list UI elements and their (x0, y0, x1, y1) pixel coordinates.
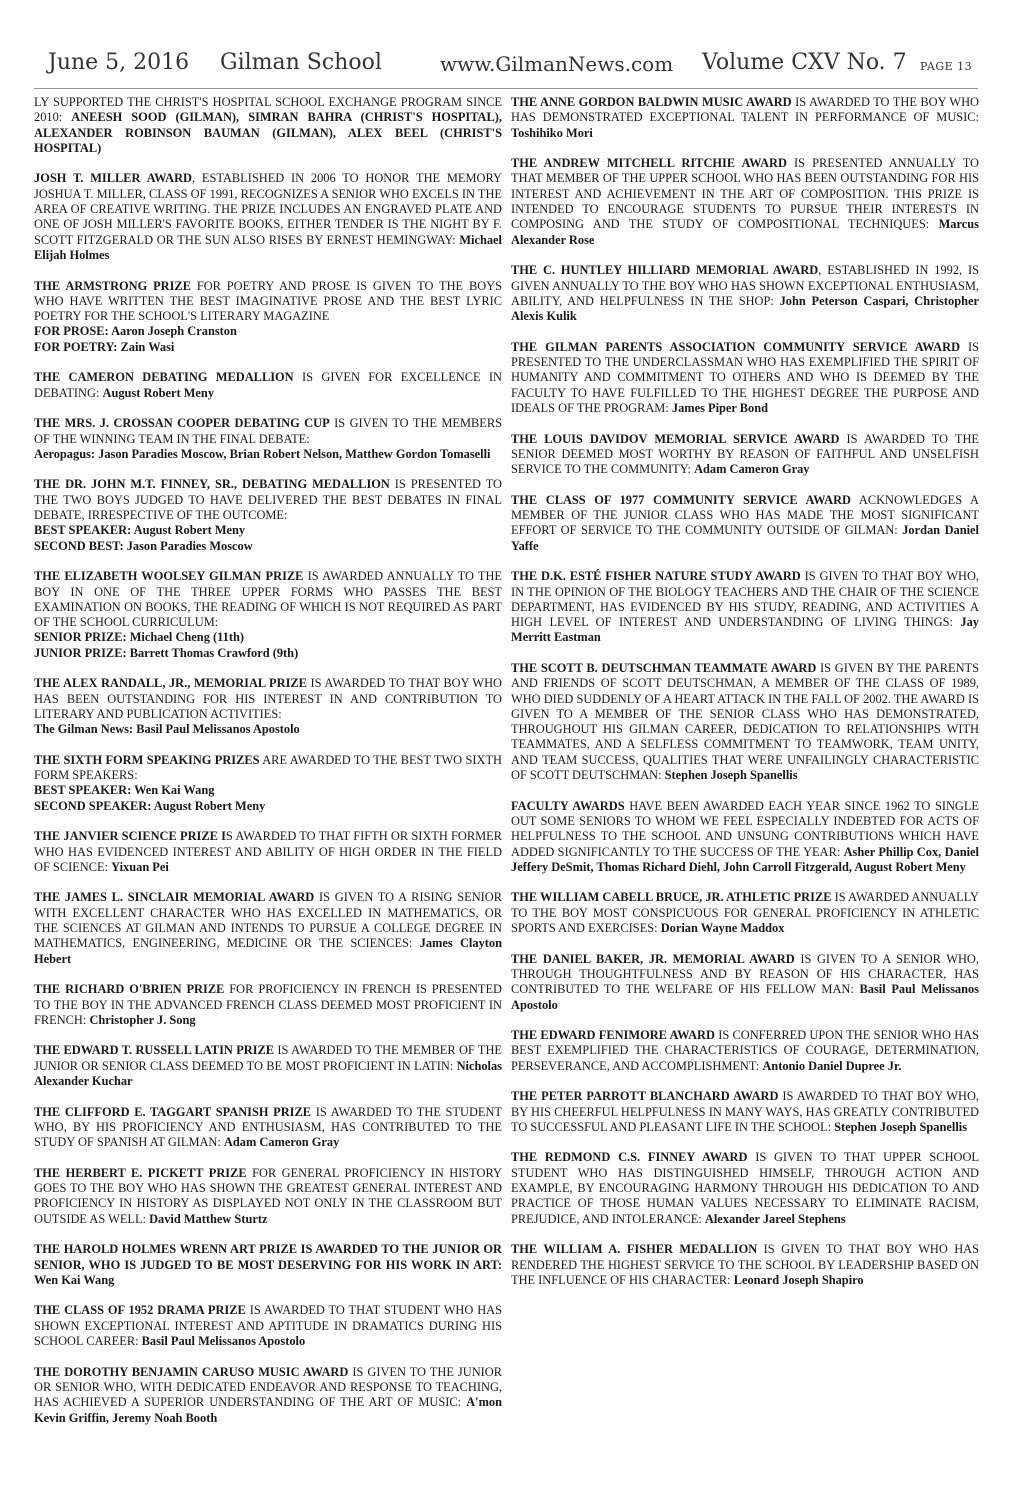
award-entry: LY SUPPORTED THE CHRIST'S HOSPITAL SCHOOL EXCHANGE PROGRAM SINCE 2010: ANEESH SOOD (GILMAN), SIMRAN BAHRA (CHRIST'S HOSPITAL), ALEXANDER ROBINSON BAUMAN (GILMAN), ALEX BEEL (CHRIST'S HOSPITAL) (34, 95, 502, 155)
award-winner: David Matthew Sturtz (149, 1211, 268, 1226)
award-winner: August Robert Meny (102, 385, 215, 400)
award-winner: Adam Cameron Gray (694, 462, 810, 477)
issue-date: June 5, 2016 (48, 50, 190, 75)
award-entry: JOSH T. MILLER AWARD, ESTABLISHED IN 2006 TO HONOR THE MEMORY JOSHUA T. MILLER, CLASS OF 1991, RECOGNIZES A SENIOR WHO EXCELS IN THE AREA OF CREATIVE WRITING. THE PRIZE INCLUDES AN ENGRAVED PLATE AND ONE OF JOSH MILLER'S FAVORITE BOOKS, EITHER TENDER IS THE NIGHT BY F. SCOTT FITZGERALD OR THE SUN ALSO RISES BY ERNEST HEMINGWAY: Michael Elijah Holmes (34, 171, 502, 262)
award-entry: THE PETER PARROTT BLANCHARD AWARD IS AWARDED TO THAT BOY WHO, BY HIS CHEERFUL HELPFULNESS IN MANY WAYS, HAS GREATLY CONTRIBUTED TO SUCCESSFUL AND PLEASANT LIFE IN THE SCHOOL: Stephen Joseph Spanellis (511, 1089, 979, 1134)
award-title: THE DR. JOHN M.T. FINNEY, SR., DEBATING MEDALLION (34, 477, 390, 492)
award-title: THE DANIEL BAKER, JR. MEMORIAL AWARD (511, 951, 795, 966)
award-title: THE SCOTT B. DEUTSCHMAN TEAMMATE AWARD (511, 660, 817, 675)
award-entry: THE SCOTT B. DEUTSCHMAN TEAMMATE AWARD IS GIVEN BY THE PARENTS AND FRIENDS OF SCOTT DEUTSCHMAN, A MEMBER OF THE CLASS OF 1989, WHO DIED SUDDENLY OF A HEART ATTACK IN THE FALL OF 2002. THE AWARD IS GIVEN TO A MEMBER OF THE SENIOR CLASS WHO HAS DEMONSTRATED, THROUGHOUT HIS GILMAN CAREER, DEDICATION TO RELATIONSHIPS WITH TEAMMATES, AND A SELFLESS COMMITMENT TO TEAMWORK, TEAM UNITY, AND TEAM SUCCESS, QUALITIES THAT WERE UNFAILINGLY CHARACTERISTIC OF SCOTT DEUTSCHMAN: Stephen Joseph Spanellis (511, 660, 979, 783)
award-title: THE REDMOND C.S. FINNEY AWARD (511, 1150, 748, 1165)
award-winner: Jordan Daniel Yaffe (511, 523, 979, 553)
award-title: THE MRS. J. CROSSAN COOPER DEBATING CUP (34, 416, 330, 431)
award-winner: Michael Elijah Holmes (34, 232, 502, 262)
award-entry: THE CLIFFORD E. TAGGART SPANISH PRIZE IS AWARDED TO THE STUDENT WHO, BY HIS PROFICIENCY AND ENTHUSIASM, HAS CONTRIBUTED TO THE STUDY OF SPANISH AT GILMAN: Adam Cameron Gray (34, 1104, 502, 1150)
award-title: THE EDWARD T. RUSSELL LATIN PRIZE (34, 1043, 275, 1058)
award-winner: The Gilman News: Basil Paul Melissanos Apostolo (34, 722, 300, 737)
award-winner: Yixuan Pei (111, 859, 169, 874)
award-winner: BEST SPEAKER: August Robert Meny (34, 523, 246, 538)
award-winner: Basil Paul Melissanos Apostolo (511, 982, 979, 1012)
award-title: THE RICHARD O'BRIEN PRIZE (34, 982, 225, 997)
award-entry: THE CAMERON DEBATING MEDALLION IS GIVEN FOR EXCELLENCE IN DEBATING: August Robert Meny (34, 370, 503, 400)
award-title: THE CLASS OF 1952 DRAMA PRIZE (34, 1303, 246, 1318)
award-title: THE CLIFFORD E. TAGGART SPANISH PRIZE (34, 1104, 312, 1119)
award-title: THE ARMSTRONG PRIZE (34, 278, 191, 293)
award-entry: THE SIXTH FORM SPEAKING PRIZES ARE AWARDED TO THE BEST TWO SIXTH FORM SPEAKERS: BEST SPEAKER: Wen Kai Wang SECOND SPEAKER: August Robert Meny (34, 752, 502, 813)
award-winner: James Clayton Hebert (34, 936, 502, 966)
award-title: THE HERBERT E. PICKETT PRIZE (34, 1165, 247, 1180)
award-entry: FACULTY AWARDS HAVE BEEN AWARDED EACH YEAR SINCE 1962 TO SINGLE OUT SOME SENIORS TO WHOM WE FEEL ESPECIALLY INDEBTED FOR ACTS OF HELPFULNESS TO THE SCHOOL AND UNSUNG CONTRIBUTIONS WHICH HAVE ADDED SIGNIFICANTLY TO THE SUCCESS OF THE YEAR: Asher Phillip Cox, Daniel Jeffery DeSmit, Thomas Richard Diehl, John Carroll Fitzgerald, August Robert Meny (511, 798, 979, 874)
award-winner: Alexander Jareel Stephens (704, 1211, 846, 1226)
award-winner: Basil Paul Melissanos Apostolo (141, 1334, 306, 1349)
award-winner: A'mon Kevin Griffin, Jeremy Noah Booth (34, 1395, 502, 1425)
award-title: THE GILMAN PARENTS ASSOCIATION COMMUNITY SERVICE AWARD (511, 339, 961, 354)
page-number: PAGE 13 (920, 60, 973, 73)
award-winner: JUNIOR PRIZE: Barrett Thomas Crawford (9th) (34, 645, 299, 660)
award-winner: ANEESH SOOD (GILMAN), SIMRAN BAHRA (CHRIST'S HOSPITAL), ALEXANDER ROBINSON BAUMAN (GILMAN), ALEX BEEL (CHRIST'S HOSPITAL) (34, 110, 502, 155)
award-title: THE LOUIS DAVIDOV MEMORIAL SERVICE AWARD (511, 431, 840, 446)
award-entry: THE EDWARD T. RUSSELL LATIN PRIZE IS AWARDED TO THE MEMBER OF THE JUNIOR OR SENIOR CLASS DEEMED TO BE MOST PROFICIENT IN LATIN: Nicholas Alexander Kuchar (34, 1043, 502, 1088)
award-winner: Adam Cameron Gray (223, 1135, 340, 1150)
award-title: THE EDWARD FENIMORE AWARD (511, 1028, 715, 1043)
award-entry: THE JANVIER SCIENCE PRIZE IS AWARDED TO THAT FIFTH OR SIXTH FORMER WHO HAS EVIDENCED INTEREST AND ABILITY OF HIGH ORDER IN THE FIELD OF SCIENCE: Yixuan Pei (34, 829, 502, 874)
left-column (34, 95, 502, 1441)
award-winner: James Piper Bond (671, 400, 769, 415)
award-winner: John Peterson Caspari, Christopher Alexis Kulik (511, 293, 979, 324)
award-winner: Stephen Joseph Spanellis (834, 1119, 968, 1134)
award-entry: THE HERBERT E. PICKETT PRIZE FOR GENERAL PROFICIENCY IN HISTORY GOES TO THE BOY WHO HAS SHOWN THE GREATEST GENERAL INTEREST AND PROFICIENCY IN HISTORY AS DISPLAYED NOT ONLY IN THE CLASSROOM BUT OUTSIDE AS WELL: David Matthew Sturtz (34, 1165, 503, 1226)
award-entry: THE DANIEL BAKER, JR. MEMORIAL AWARD IS GIVEN TO A SENIOR WHO, THROUGH THOUGHTFULNESS AND BY REASON OF HIS CHARACTER, HAS CONTRIBUTED TO THE WELFARE OF HIS FELLOW MAN: Basil Paul Melissanos Apostolo (511, 951, 979, 1012)
volume-number: Volume CXV No. 7 (702, 50, 907, 75)
award-entry: THE DR. JOHN M.T. FINNEY, SR., DEBATING MEDALLION IS PRESENTED TO THE TWO BOYS JUDGED TO HAVE DELIVERED THE BEST DEBATES IN FINAL DEBATE, IRRESPECTIVE OF THE OUTCOME: BEST SPEAKER: August Robert Meny SECOND BEST: Jason Paradies Moscow (34, 477, 502, 553)
award-title: THE SIXTH FORM SPEAKING PRIZES (34, 752, 260, 767)
award-title: THE D.K. ESTÉ FISHER NATURE STUDY AWARD (511, 569, 801, 584)
award-title: THE DOROTHY BENJAMIN CARUSO MUSIC AWARD (34, 1364, 349, 1379)
award-title: THE C. HUNTLEY HILLIARD MEMORIAL AWARD (511, 263, 819, 278)
header-rule (34, 88, 978, 89)
right-column (511, 95, 979, 1303)
award-winner: Stephen Joseph Spanellis (664, 768, 798, 783)
award-title: FACULTY AWARDS (511, 798, 625, 813)
award-entry: THE ANNE GORDON BALDWIN MUSIC AWARD IS AWARDED TO THE BOY WHO HAS DEMONSTRATED EXCEPTIONAL TALENT IN PERFORMANCE OF MUSIC: Toshihiko Mori (511, 95, 979, 140)
award-winner: Antonio Daniel Dupree Jr. (762, 1058, 902, 1073)
award-winner: Asher Phillip Cox, Daniel Jeffery DeSmit, Thomas Richard Diehl, John Carroll Fitzgerald, August Robert Meny (511, 844, 979, 874)
award-title: THE CLASS OF 1977 COMMUNITY SERVICE AWARD (511, 492, 851, 507)
website-link[interactable]: www.GilmanNews.com (440, 52, 674, 76)
award-winner: SECOND BEST: Jason Paradies Moscow (34, 538, 253, 553)
award-entry: THE JAMES L. SINCLAIR MEMORIAL AWARD IS GIVEN TO A RISING SENIOR WITH EXCELLENT CHARACTER WHO HAS EXCELLED IN MATHEMATICS, OR THE SCIENCES AT GILMAN AND INTENDS TO PURSUE A COLLEGE DEGREE IN MATHEMATICS, ENGINEERING, MEDICINE OR THE SCIENCES: James Clayton Hebert (34, 890, 502, 966)
award-entry (34, 1242, 502, 1288)
award-entry: THE WILLIAM A. FISHER MEDALLION IS GIVEN TO THAT BOY WHO HAS RENDERED THE HIGHEST SERVICE TO THE SCHOOL BY LEADERSHIP BASED ON THE INFLUENCE OF HIS CHARACTER: Leonard Joseph Shapiro (511, 1242, 980, 1287)
award-winner: SECOND SPEAKER: August Robert Meny (34, 798, 266, 813)
award-winner: Marcus Alexander Rose (511, 217, 979, 247)
award-title: THE PETER PARROTT BLANCHARD AWARD (511, 1089, 779, 1104)
award-title: THE ANDREW MITCHELL RITCHIE AWARD (511, 156, 787, 171)
award-entry: THE RICHARD O'BRIEN PRIZE FOR PROFICIENCY IN FRENCH IS PRESENTED TO THE BOY IN THE ADVANCED FRENCH CLASS DEEMED MOST PROFICIENT IN FRENCH: Christopher J. Song (34, 982, 503, 1027)
award-title: THE WILLIAM A. FISHER MEDALLION (511, 1242, 758, 1257)
award-title: THE HAROLD HOLMES WRENN ART PRIZE IS AWARDED TO THE JUNIOR OR SENIOR, WHO IS JUDGED TO BE MOST DESERVING FOR HIS WORK IN ART: (34, 1242, 502, 1272)
award-entry: THE ANDREW MITCHELL RITCHIE AWARD IS PRESENTED ANNUALLY TO THAT MEMBER OF THE UPPER SCHOOL WHO HAS BEEN OUTSTANDING FOR HIS INTEREST AND ACHIEVEMENT IN THE ART OF COMPOSITION. THIS PRIZE IS INTENDED TO ENCOURAGE STUDENTS TO PURSUE THEIR INTERESTS IN COMPOSING AND THE STUDY OF COMPOSITIONAL TECHNIQUES: Marcus Alexander Rose (511, 156, 980, 247)
award-entry: THE CLASS OF 1977 COMMUNITY SERVICE AWARD ACKNOWLEDGES A MEMBER OF THE JUNIOR CLASS WHO HAS MADE THE MOST SIGNIFICANT EFFORT OF SERVICE TO THE COMMUNITY OUTSIDE OF GILMAN: Jordan Daniel Yaffe (511, 492, 979, 553)
award-winner: BEST SPEAKER: Wen Kai Wang (34, 783, 215, 798)
masthead (34, 50, 978, 90)
award-winner: Dorian Wayne Maddox (660, 921, 785, 936)
award-entry: THE LOUIS DAVIDOV MEMORIAL SERVICE AWARD IS AWARDED TO THE SENIOR DEEMED MOST WORTHY BY REASON OF FAITHFUL AND UNSELFISH SERVICE TO THE COMMUNITY: Adam Cameron Gray (511, 431, 980, 477)
award-entry: THE EDWARD FENIMORE AWARD IS CONFERRED UPON THE SENIOR WHO HAS BEST EXEMPLIFIED THE CHARACTERISTICS OF COURAGE, DETERMINATION, PERSEVERANCE, AND ACCOMPLISHMENT: Antonio Daniel Dupree Jr. (511, 1028, 979, 1073)
award-title: THE ELIZABETH WOOLSEY GILMAN PRIZE (34, 569, 304, 584)
award-entry: THE GILMAN PARENTS ASSOCIATION COMMUNITY SERVICE AWARD IS PRESENTED TO THE UNDERCLASSMAN WHO HAS EXEMPLIFIED THE SPIRIT OF HUMANITY AND COMMITMENT TO OTHERS AND WHO IS DEEMED BY THE FACULTY TO HAVE FULFILLED TO THE HIGHEST DEGREE THE PURPOSE AND IDEALS OF THE PROGRAM: James Piper Bond (511, 339, 979, 415)
award-winner: FOR PROSE: Aaron Joseph Cranston (34, 324, 237, 339)
award-title: THE JAMES L. SINCLAIR MEMORIAL AWARD (34, 890, 315, 905)
award-winner: Toshihiko Mori (511, 125, 593, 140)
award-entry: THE D.K. ESTÉ FISHER NATURE STUDY AWARD IS GIVEN TO THAT BOY WHO, IN THE OPINION OF THE BIOLOGY TEACHERS AND THE CHAIR OF THE SCIENCE DEPARTMENT, HAS EVIDENCED BY HIS STUDY, READING, AND ACTIVITIES A HIGH LEVEL OF INTEREST AND UNDERSTANDING OF LIVING THINGS: Jay Merritt Eastman (511, 569, 980, 645)
award-winner: Jay Merritt Eastman (511, 615, 979, 645)
award-title: THE JANVIER SCIENCE PRIZE I (34, 829, 226, 844)
award-entry: THE REDMOND C.S. FINNEY AWARD IS GIVEN TO THAT UPPER SCHOOL STUDENT WHO HAS DISTINGUISHED HIMSELF, THROUGH ACTION AND EXAMPLE, BY ENCOURAGING HARMONY THROUGH HIS DEDICATION TO AND PRACTICE OF THOSE HUMAN VALUES NECESSARY TO ELIMINATE RACISM, PREJUDICE, AND INTOLERANCE: Alexander Jareel Stephens (511, 1150, 979, 1226)
award-title: THE CAMERON DEBATING MEDALLION (34, 370, 294, 385)
award-entry: THE ALEX RANDALL, JR., MEMORIAL PRIZE IS AWARDED TO THAT BOY WHO HAS BEEN OUTSTANDING FOR HIS INTEREST IN AND CONTRIBUTION TO LITERARY AND PUBLICATION ACTIVITIES: The Gilman News: Basil Paul Melissanos Apostolo (34, 676, 502, 737)
award-entry: THE CLASS OF 1952 DRAMA PRIZE IS AWARDED TO THAT STUDENT WHO HAS SHOWN EXCEPTIONAL INTEREST AND APTITUDE IN DRAMATICS DURING HIS SCHOOL CAREER: Basil Paul Melissanos Apostolo (34, 1303, 503, 1349)
school-name: Gilman School (220, 50, 382, 75)
award-winner: Nicholas Alexander Kuchar (34, 1058, 502, 1088)
award-entry: THE ARMSTRONG PRIZE FOR POETRY AND PROSE IS GIVEN TO THE BOYS WHO HAVE WRITTEN THE BEST IMAGINATIVE PROSE AND THE BEST LYRIC POETRY FOR THE SCHOOL'S LITERARY MAGAZINE FOR PROSE: Aaron Joseph Cranston FOR POETRY: Zain Wasi (34, 278, 502, 354)
award-entry: THE ELIZABETH WOOLSEY GILMAN PRIZE IS AWARDED ANNUALLY TO THE BOY IN ONE OF THE THREE UPPER FORMS WHO PASSES THE BEST EXAMINATION ON BOOKS, THE READING OF WHICH IS NOT REQUIRED AS PART OF THE SCHOOL CURRICULUM: SENIOR PRIZE: Michael Cheng (11th) JUNIOR PRIZE: Barrett Thomas Crawford (9th) (34, 569, 502, 660)
award-entry: THE WILLIAM CABELL BRUCE, JR. ATHLETIC PRIZE IS AWARDED ANNUALLY TO THE BOY MOST CONSPICUOUS FOR GENERAL PROFICIENCY IN ATHLETIC SPORTS AND EXERCISES: Dorian Wayne Maddox (511, 890, 979, 936)
award-winner: SENIOR PRIZE: Michael Cheng (11th) (34, 630, 244, 645)
award-winner: FOR POETRY: Zain Wasi (34, 339, 175, 354)
award-title: THE WILLIAM CABELL BRUCE, JR. ATHLETIC PRIZE (511, 890, 832, 905)
award-entry: THE C. HUNTLEY HILLIARD MEMORIAL AWARD, ESTABLISHED IN 1992, IS GIVEN ANNUALLY TO THE BOY WHO HAS SHOWN EXCEPTIONAL ENTHUSIASM, ABILITY, AND HELPFULNESS IN THE SHOP: John Peterson Caspari, Christopher Alexis Kulik (511, 263, 979, 324)
award-title: THE ALEX RANDALL, JR., MEMORIAL PRIZE (34, 676, 307, 691)
award-title: JOSH T. MILLER AWARD (34, 171, 193, 186)
award-entry: THE DOROTHY BENJAMIN CARUSO MUSIC AWARD IS GIVEN TO THE JUNIOR OR SENIOR WHO, WITH DEDICATED ENDEAVOR AND RESPONSE TO TEACHING, HAS ACHIEVED A SUPERIOR UNDERSTANDING OF THE ART OF MUSIC: A'mon Kevin Griffin, Jeremy Noah Booth (34, 1364, 502, 1425)
award-entry: THE MRS. J. CROSSAN COOPER DEBATING CUP IS GIVEN TO THE MEMBERS OF THE WINNING TEAM IN THE FINAL DEBATE: Aeropagus: Jason Paradies Moscow, Brian Robert Nelson, Matthew Gordon Tomaselli (34, 416, 502, 461)
award-winner: Wen Kai Wang (34, 1272, 115, 1287)
award-winner: Leonard Joseph Shapiro (733, 1272, 864, 1287)
award-title: THE ANNE GORDON BALDWIN MUSIC AWARD (511, 95, 792, 109)
award-winner: Aeropagus: Jason Paradies Moscow, Brian Robert Nelson, Matthew Gordon Tomaselli (34, 446, 491, 461)
award-winner: Christopher J. Song (89, 1012, 196, 1027)
